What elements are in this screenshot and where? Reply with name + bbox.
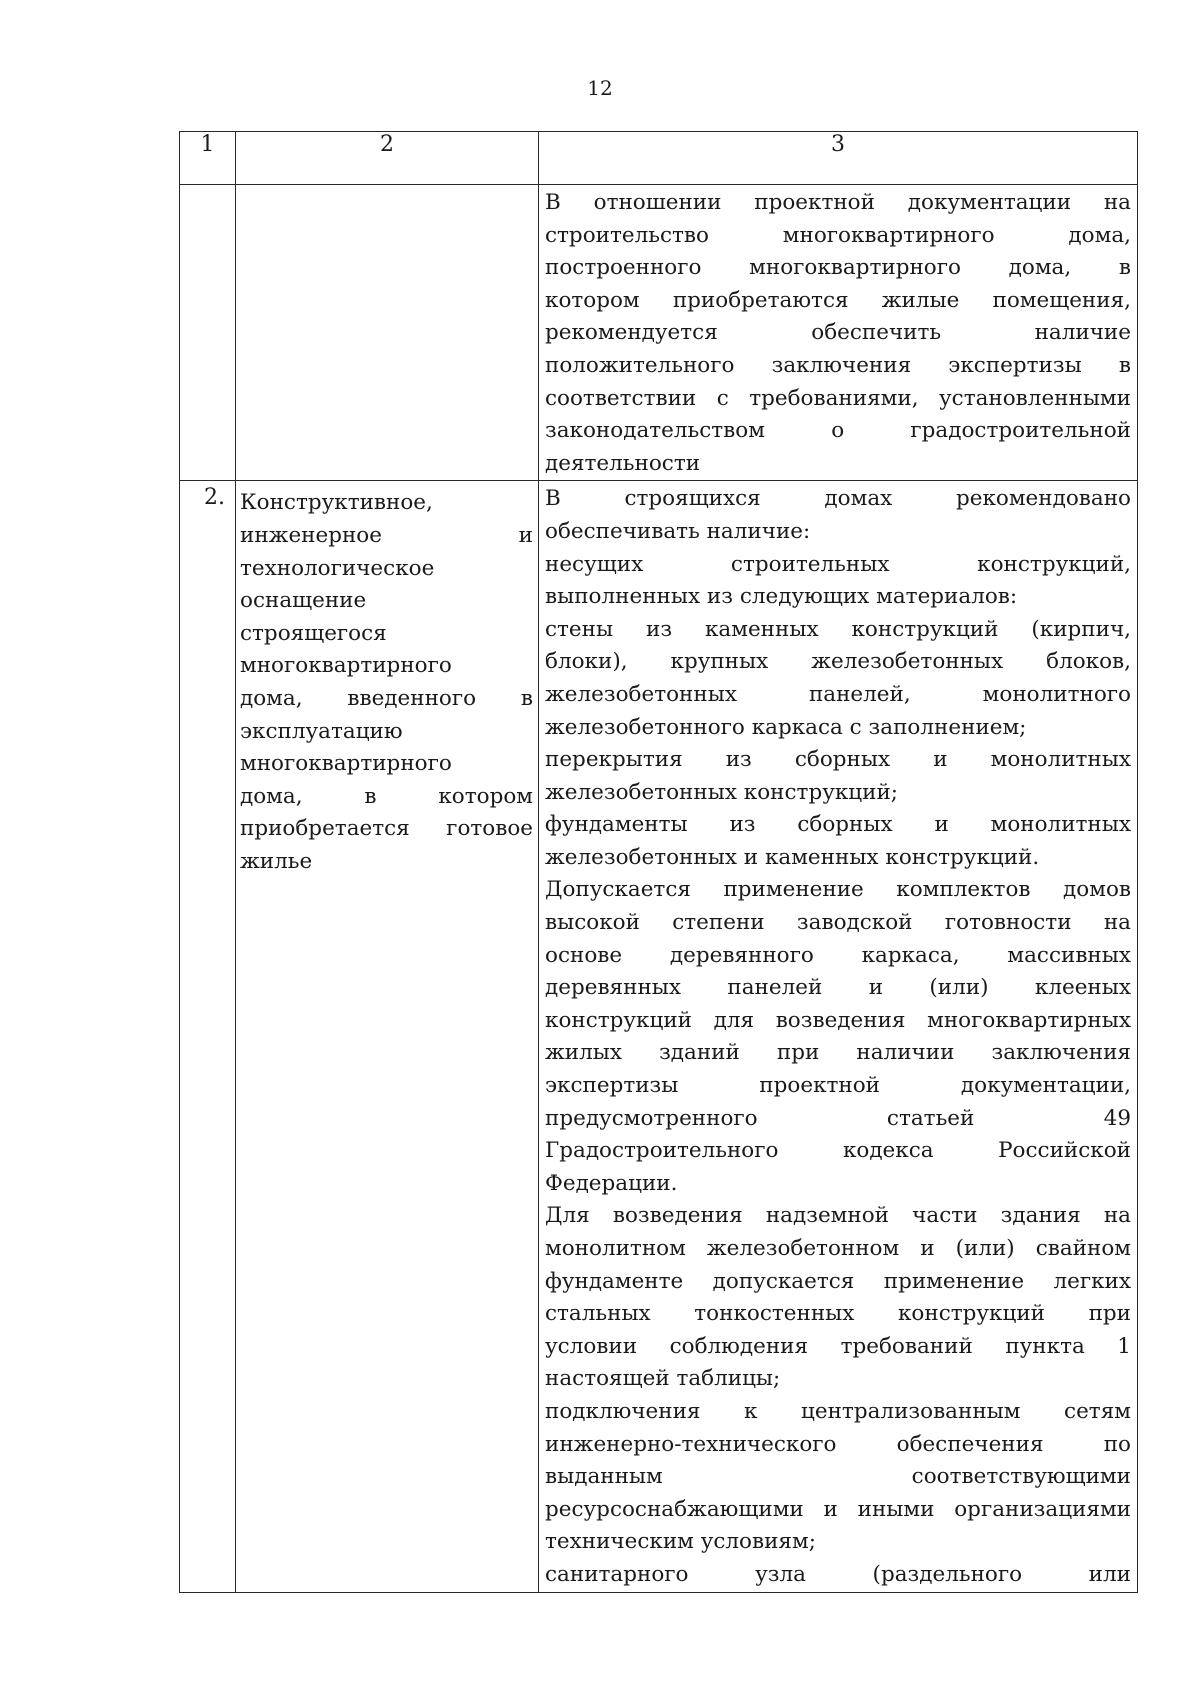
content-line: деревянных панелей и (или) клееных [545,975,1131,1001]
page-number: 12 [587,76,613,100]
content-line: стены из каменных конструкций (кирпич, [545,616,1131,642]
content-line: выполненных из следующих материалов: [545,584,1018,610]
content-line: железобетонных и каменных конструкций. [545,844,1040,870]
content-line: деятельности [545,450,701,476]
row-content [539,185,1138,481]
content-line: Федерации. [545,1170,678,1196]
content-line: положительного заключения экспертизы в [545,352,1131,378]
header-col-2: 2 [236,132,539,185]
title-line: технологическое [240,555,435,581]
title-line: приобретается готовое [240,816,533,842]
content-line: фундаменты из сборных и монолитных [545,812,1131,838]
row-title [236,185,539,481]
header-col-1: 1 [180,132,236,185]
content-line: монолитном железобетонном и (или) свайном [545,1236,1131,1261]
header-col-3: 3 [539,132,1138,185]
content-line: техническим условиям; [545,1529,816,1555]
title-line: дома, в котором [240,783,533,809]
content-line: стальных тонкостенных конструкций при [545,1301,1131,1327]
table-row [180,185,1138,481]
content-line: построенного многоквартирного дома, в [545,255,1131,281]
content-line: котором приобретаются жилые помещения, [545,287,1131,313]
content-line: основе деревянного каркаса, массивных [545,942,1131,968]
content-line: подключения к централизованным сетям [545,1398,1131,1424]
table-row [180,481,1138,1592]
title-line: строящегося [240,620,387,646]
content-line: законодательством о градостроительной [545,418,1131,444]
title-line: Конструктивное, [240,490,433,516]
content-line: железобетонных панелей, монолитного [545,681,1131,707]
content-line: ресурсоснабжающими и иными организациями [545,1496,1131,1522]
content-line: железобетонного каркаса с заполнением; [545,714,1027,740]
content-line: В отношении проектной документации на [545,190,1131,215]
content-line: выданным соответствующими [545,1464,1131,1490]
requirements-table [179,131,1138,1593]
title-line: дома, введенного в [240,685,533,711]
title-line: оснащение [240,588,367,614]
content-line: рекомендуется обеспечить наличие [545,320,1131,346]
content-line: жилых зданий при наличии заключения [545,1040,1131,1066]
content-line: перекрытия из сборных и монолитных [545,747,1131,773]
row-content [539,481,1138,1592]
content-line: конструкций для возведения многоквартирных [545,1007,1131,1033]
table-header-row [180,132,1138,185]
content-line: фундаменте допускается применение легких [545,1268,1131,1294]
content-line: Допускается применение комплектов домов [545,877,1131,903]
content-line: железобетонных конструкций; [545,779,899,805]
content-line: настоящей таблицы; [545,1366,781,1392]
content-line: высокой степени заводской готовности на [545,910,1131,936]
content-line: соответствии с требованиями, установленными [545,385,1131,411]
row-title [236,481,539,1592]
content-line: Для возведения надземной части здания на [545,1203,1131,1229]
title-line: жилье [240,848,313,874]
title-line: эксплуатацию [240,718,403,744]
content-line: предусмотренного статьей 49 [545,1105,1131,1131]
title-line: инженерное и [240,522,533,548]
content-line: несущих строительных конструкций, [545,551,1131,577]
content-line: Градостроительного кодекса Российской [545,1138,1131,1164]
content-line: блоки), крупных железобетонных блоков, [545,649,1131,675]
content-line: условии соблюдения требований пункта 1 [545,1333,1131,1359]
title-line: многоквартирного [240,653,452,679]
title-line: многоквартирного [240,751,452,777]
row-number: 2. [180,481,236,1592]
content-line: строительство многоквартирного дома, [545,222,1131,248]
row-number [180,185,236,481]
content-line: экспертизы проектной документации, [545,1073,1131,1099]
content-line: В строящихся домах рекомендовано [545,486,1131,512]
content-line: инженерно-технического обеспечения по [545,1431,1131,1457]
content-line: обеспечивать наличие: [545,518,811,544]
content-line: санитарного узла (раздельного или [545,1561,1131,1587]
